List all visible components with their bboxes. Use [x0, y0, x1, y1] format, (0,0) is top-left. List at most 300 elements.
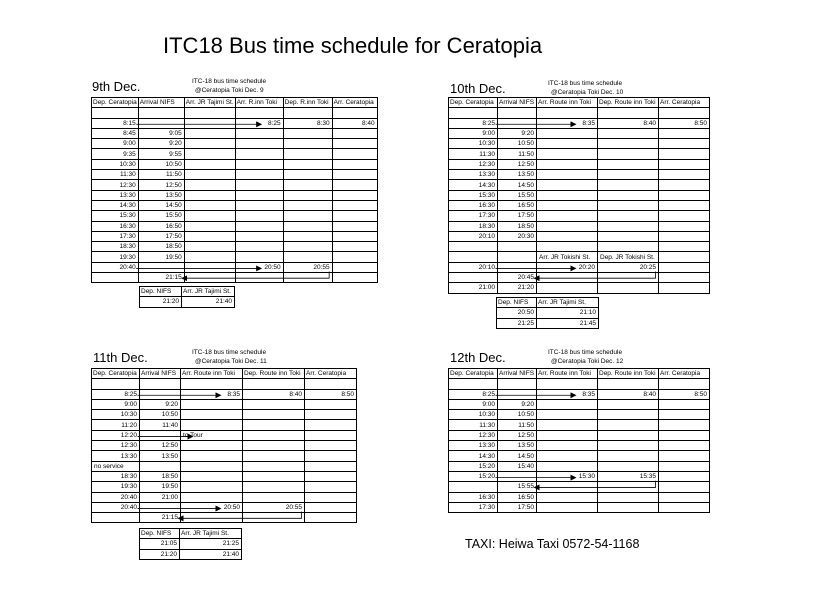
table-row — [449, 128, 710, 138]
table-cell: 20:10 — [449, 231, 498, 241]
table-cell — [598, 200, 659, 210]
table-cell: 15:50 — [498, 190, 537, 200]
table-cell — [235, 170, 283, 180]
table-cell: 18:50 — [138, 242, 184, 252]
table-cell: 17:30 — [92, 231, 139, 241]
table-cell: 20:50 — [181, 502, 243, 512]
table-cell — [598, 492, 659, 502]
table-cell — [283, 149, 332, 159]
table-row — [140, 297, 235, 307]
table-cell: 21:40 — [182, 297, 235, 307]
table-row — [449, 451, 710, 461]
table-cell: 20:10 — [449, 262, 498, 272]
table-cell — [305, 502, 357, 512]
table-cell — [235, 273, 283, 283]
table-cell: 20:25 — [598, 262, 659, 272]
table-cell — [659, 430, 710, 440]
table-row — [92, 252, 378, 262]
table-cell: Arr. JR Tokishi St. — [537, 252, 598, 262]
table-cell: 21:20 — [498, 283, 537, 293]
table-row — [92, 399, 357, 409]
table-cell — [181, 399, 243, 409]
table-cell: 12:50 — [498, 159, 537, 169]
table-cell — [181, 513, 243, 523]
table-cell: 15:30 — [92, 211, 139, 221]
table-cell: 11:50 — [138, 170, 184, 180]
table-cell — [659, 420, 710, 430]
table-row — [449, 118, 710, 128]
table-cell — [659, 451, 710, 461]
table-cell: 12:50 — [498, 430, 537, 440]
table-cell — [659, 128, 710, 138]
table-cell — [598, 430, 659, 440]
table-cell — [598, 461, 659, 471]
schedule-table-dec9 — [91, 97, 378, 283]
table-cell: 8:45 — [92, 128, 139, 138]
table-cell — [537, 231, 598, 241]
table-row — [92, 108, 378, 118]
table-cell: 19:30 — [92, 482, 140, 492]
table-cell — [305, 399, 357, 409]
table-cell — [283, 159, 332, 169]
table-cell: 9:35 — [92, 149, 139, 159]
table-cell — [305, 420, 357, 430]
table-cell — [498, 262, 537, 272]
table-cell — [332, 180, 377, 190]
table-cell — [283, 128, 332, 138]
table-cell — [332, 128, 377, 138]
table-cell: 16:30 — [449, 200, 498, 210]
return-table-dec11 — [139, 528, 242, 560]
table-cell — [598, 128, 659, 138]
table-cell — [181, 482, 243, 492]
table-cell: 17:30 — [449, 211, 498, 221]
column-header: Dep. NIFS — [497, 298, 537, 308]
table-row — [449, 410, 710, 420]
table-cell: 9:05 — [138, 128, 184, 138]
table-cell — [537, 211, 598, 221]
table-cell — [659, 283, 710, 293]
column-header: Arrival NIFS — [498, 369, 537, 379]
column-header: Arr. JR Tajimi St. — [537, 298, 599, 308]
table-row — [92, 242, 378, 252]
table-cell — [184, 170, 235, 180]
table-cell: 21:25 — [497, 318, 537, 328]
table-cell — [598, 399, 659, 409]
table-cell: 9:00 — [449, 399, 498, 409]
table-cell: 13:30 — [449, 441, 498, 451]
table-cell — [181, 492, 243, 502]
table-cell — [659, 180, 710, 190]
table-cell — [305, 441, 357, 451]
table-cell: 9:55 — [138, 149, 184, 159]
table-cell — [332, 108, 377, 118]
table-cell — [598, 211, 659, 221]
column-header: Arr. Ceratopia — [659, 369, 710, 379]
table-row — [449, 430, 710, 440]
table-cell — [235, 242, 283, 252]
table-cell — [283, 108, 332, 118]
table-row — [92, 482, 357, 492]
column-header: Dep. Ceratopia — [93, 99, 137, 107]
table-cell — [332, 200, 377, 210]
table-cell — [537, 492, 598, 502]
table-cell — [449, 108, 498, 118]
table-cell — [537, 170, 598, 180]
table-cell — [243, 471, 305, 481]
table-cell — [659, 273, 710, 283]
table-cell — [283, 273, 332, 283]
table-cell — [184, 139, 235, 149]
table-cell: 20:40 — [92, 502, 140, 512]
table-cell — [659, 139, 710, 149]
table-cell — [537, 430, 598, 440]
table-cell — [598, 441, 659, 451]
table-cell: 14:50 — [498, 451, 537, 461]
table-cell — [659, 482, 710, 492]
table-cell — [598, 139, 659, 149]
table-cell: 13:50 — [140, 451, 181, 461]
table-cell — [138, 262, 184, 272]
table-row — [92, 170, 378, 180]
table-cell: 11:30 — [449, 420, 498, 430]
return-table-dec9 — [139, 286, 235, 308]
table-cell — [235, 200, 283, 210]
column-header: Arrival NIFS — [498, 98, 537, 108]
day-label-9: 9th Dec. — [92, 79, 141, 94]
table-cell — [537, 502, 598, 512]
table-cell — [537, 128, 598, 138]
table-cell — [184, 211, 235, 221]
table-row — [92, 451, 357, 461]
table-cell: 13:30 — [449, 170, 498, 180]
table-cell: 10:30 — [92, 159, 139, 169]
column-header: Arr. JR Tajimi St. — [185, 99, 234, 107]
table-row — [449, 379, 710, 389]
table-cell — [184, 108, 235, 118]
day-label-12: 12th Dec. — [450, 350, 506, 365]
table-cell — [659, 252, 710, 262]
table-row — [140, 549, 242, 559]
table-cell: 9:20 — [138, 139, 184, 149]
table-cell: 13:30 — [92, 451, 140, 461]
table-cell — [140, 379, 181, 389]
table-cell — [283, 200, 332, 210]
table-cell — [138, 108, 184, 118]
table-cell: 13:50 — [138, 190, 184, 200]
table-cell — [243, 451, 305, 461]
table-cell — [243, 430, 305, 440]
table-cell — [181, 379, 243, 389]
table-cell: 21:10 — [537, 308, 599, 318]
table-cell: 20:20 — [537, 262, 598, 272]
table-cell — [332, 242, 377, 252]
table-row — [497, 318, 599, 328]
table-cell: 10:50 — [498, 139, 537, 149]
table-cell — [235, 190, 283, 200]
schedule-table-dec11 — [91, 368, 357, 523]
table-cell — [659, 262, 710, 272]
table-cell: 21:20 — [140, 549, 180, 559]
table-row — [449, 211, 710, 221]
table-cell: 15:20 — [449, 471, 498, 481]
table-row — [449, 482, 710, 492]
table-cell — [138, 118, 184, 128]
table-cell — [305, 513, 357, 523]
table-row — [449, 108, 710, 118]
table-cell — [332, 262, 377, 272]
table-cell — [659, 399, 710, 409]
table-row — [449, 471, 710, 481]
table-cell — [659, 410, 710, 420]
table-cell: 12:50 — [140, 441, 181, 451]
table-cell — [184, 252, 235, 262]
table-cell — [498, 108, 537, 118]
table-cell: 8:35 — [537, 389, 598, 399]
table-cell: 11:50 — [498, 149, 537, 159]
table-row — [92, 389, 357, 399]
table-cell — [140, 502, 181, 512]
table-row — [449, 273, 710, 283]
table-cell — [498, 252, 537, 262]
table-cell — [283, 170, 332, 180]
column-header: Dep. R.inn Toki — [283, 98, 332, 108]
table-cell: 14:30 — [449, 451, 498, 461]
table-row — [92, 139, 378, 149]
table-cell — [243, 420, 305, 430]
table-cell — [659, 502, 710, 512]
table-cell: 15:35 — [598, 471, 659, 481]
table-cell — [659, 492, 710, 502]
table-cell — [235, 221, 283, 231]
table-cell: to Tour — [181, 430, 243, 440]
schedule-table-dec12 — [448, 368, 710, 513]
table-cell — [659, 159, 710, 169]
table-cell: 12:30 — [92, 441, 140, 451]
table-cell: 15:30 — [449, 190, 498, 200]
column-header: Dep. Route inn Toki — [243, 369, 305, 379]
table-row — [449, 139, 710, 149]
table-cell — [305, 410, 357, 420]
table-cell — [332, 190, 377, 200]
table-cell: 12:30 — [92, 180, 139, 190]
table-cell — [598, 410, 659, 420]
table-row — [92, 190, 378, 200]
table-cell — [332, 231, 377, 241]
table-cell — [92, 273, 139, 283]
table-cell: 18:50 — [140, 471, 181, 481]
taxi-info: TAXI: Heiwa Taxi 0572-54-1168 — [465, 537, 640, 551]
table-row — [92, 410, 357, 420]
table-cell: 20:55 — [283, 262, 332, 272]
table-cell — [537, 283, 598, 293]
table-cell: 11:20 — [92, 420, 140, 430]
table-cell: 9:20 — [498, 399, 537, 409]
table-row — [449, 420, 710, 430]
table-cell: 13:50 — [498, 170, 537, 180]
table-cell: 8:50 — [305, 389, 357, 399]
table-cell: 8:50 — [659, 118, 710, 128]
table-cell: 8:25 — [235, 118, 283, 128]
table-cell: 11:50 — [498, 420, 537, 430]
table-cell — [243, 482, 305, 492]
table-cell: 9:00 — [92, 139, 139, 149]
table-cell: 11:30 — [92, 170, 139, 180]
table-cell: 21:00 — [449, 283, 498, 293]
table-row — [92, 211, 378, 221]
column-header: Arr. Route inn Toki — [537, 369, 598, 379]
table-cell — [305, 430, 357, 440]
table-cell — [243, 461, 305, 471]
table-cell — [243, 399, 305, 409]
table-cell — [283, 180, 332, 190]
table-row — [449, 190, 710, 200]
table-cell: 14:50 — [498, 180, 537, 190]
return-table-dec10 — [496, 297, 599, 329]
table-cell — [598, 283, 659, 293]
table-cell — [92, 513, 140, 523]
table-cell — [498, 389, 537, 399]
table-cell — [332, 221, 377, 231]
column-header: Arr. Route inn Toki — [181, 369, 243, 379]
table-cell — [537, 420, 598, 430]
table-cell: 12:50 — [138, 180, 184, 190]
table-row — [449, 170, 710, 180]
table-cell: 17:50 — [138, 231, 184, 241]
table-cell — [332, 170, 377, 180]
table-cell: 12:20 — [92, 430, 140, 440]
table-cell — [598, 420, 659, 430]
table-cell: 16:30 — [92, 221, 139, 231]
table-cell — [498, 471, 537, 481]
column-header: Arrival NIFS — [140, 369, 181, 379]
table-cell — [659, 461, 710, 471]
day-label-10: 10th Dec. — [450, 81, 506, 96]
table-cell — [449, 482, 498, 492]
table-row — [449, 149, 710, 159]
table-cell — [184, 180, 235, 190]
table-cell — [305, 379, 357, 389]
table-cell: 18:30 — [92, 471, 140, 481]
table-cell — [283, 242, 332, 252]
table-cell: 18:30 — [449, 221, 498, 231]
table-cell — [598, 379, 659, 389]
subtitle-11: ITC-18 bus time schedule @Ceratopia Toki Dec. 11 — [192, 349, 267, 365]
table-cell — [305, 492, 357, 502]
table-cell — [659, 441, 710, 451]
table-cell: 14:30 — [92, 200, 139, 210]
table-row — [92, 461, 357, 471]
subtitle-10: ITC-18 bus time schedule @Ceratopia Toki Dec. 10 — [548, 80, 624, 96]
header-row — [92, 98, 378, 108]
table-cell — [598, 451, 659, 461]
table-row — [449, 461, 710, 471]
table-cell: 14:30 — [449, 180, 498, 190]
table-row — [449, 262, 710, 272]
table-cell — [537, 200, 598, 210]
table-cell — [498, 242, 537, 252]
table-row — [92, 200, 378, 210]
day-label-11: 11th Dec. — [93, 350, 148, 365]
column-header: Arr. Ceratopia — [659, 98, 710, 108]
table-cell — [283, 231, 332, 241]
table-row — [449, 492, 710, 502]
column-header: Arr. Ceratopia — [305, 369, 357, 379]
table-cell: 10:50 — [140, 410, 181, 420]
table-row — [92, 118, 378, 128]
table-cell: 21:00 — [140, 492, 181, 502]
table-cell — [659, 242, 710, 252]
table-cell — [537, 441, 598, 451]
table-cell: 8:50 — [659, 389, 710, 399]
table-cell — [92, 108, 139, 118]
column-header: Arr. Route inn Toki — [537, 98, 598, 108]
table-row — [449, 231, 710, 241]
table-row — [449, 252, 710, 262]
table-cell — [181, 410, 243, 420]
table-cell: 10:50 — [498, 410, 537, 420]
table-cell — [184, 231, 235, 241]
column-header: Dep. Ceratopia — [449, 369, 498, 379]
table-cell: 20:40 — [92, 262, 139, 272]
table-cell: 18:50 — [498, 221, 537, 231]
table-row — [92, 231, 378, 241]
table-cell — [243, 379, 305, 389]
table-cell — [598, 180, 659, 190]
table-cell — [659, 231, 710, 241]
table-cell: 16:30 — [449, 492, 498, 502]
table-cell: 16:50 — [138, 221, 184, 231]
table-cell: 21:15 — [138, 273, 184, 283]
table-cell — [184, 242, 235, 252]
table-cell — [598, 159, 659, 169]
table-cell — [598, 108, 659, 118]
page-title: ITC18 Bus time schedule for Ceratopia — [163, 33, 543, 58]
header-row — [449, 369, 710, 379]
table-cell — [659, 200, 710, 210]
table-row — [92, 492, 357, 502]
table-cell: 11:40 — [140, 420, 181, 430]
table-row — [92, 159, 378, 169]
table-cell: 12:30 — [449, 430, 498, 440]
table-cell — [332, 273, 377, 283]
table-cell — [184, 262, 235, 272]
table-cell — [235, 108, 283, 118]
table-cell: 8:25 — [449, 389, 498, 399]
table-cell — [537, 190, 598, 200]
column-header: Dep. NIFS — [140, 529, 180, 539]
column-header: Dep. Route inn Toki — [598, 98, 659, 108]
table-cell: 9:00 — [92, 399, 140, 409]
table-cell: 15:50 — [138, 211, 184, 221]
table-cell — [449, 252, 498, 262]
table-cell: 15:20 — [449, 461, 498, 471]
column-header: Dep. Route inn Toki — [598, 369, 659, 379]
table-cell — [598, 149, 659, 159]
table-row — [92, 180, 378, 190]
table-cell — [305, 451, 357, 461]
table-cell — [332, 149, 377, 159]
table-row — [449, 242, 710, 252]
table-cell — [283, 190, 332, 200]
column-header: Arr. Ceratopia — [332, 98, 377, 108]
table-cell: 19:30 — [92, 252, 139, 262]
table-row — [449, 180, 710, 190]
table-cell — [332, 211, 377, 221]
table-cell — [243, 410, 305, 420]
table-row — [92, 379, 357, 389]
table-cell — [598, 242, 659, 252]
